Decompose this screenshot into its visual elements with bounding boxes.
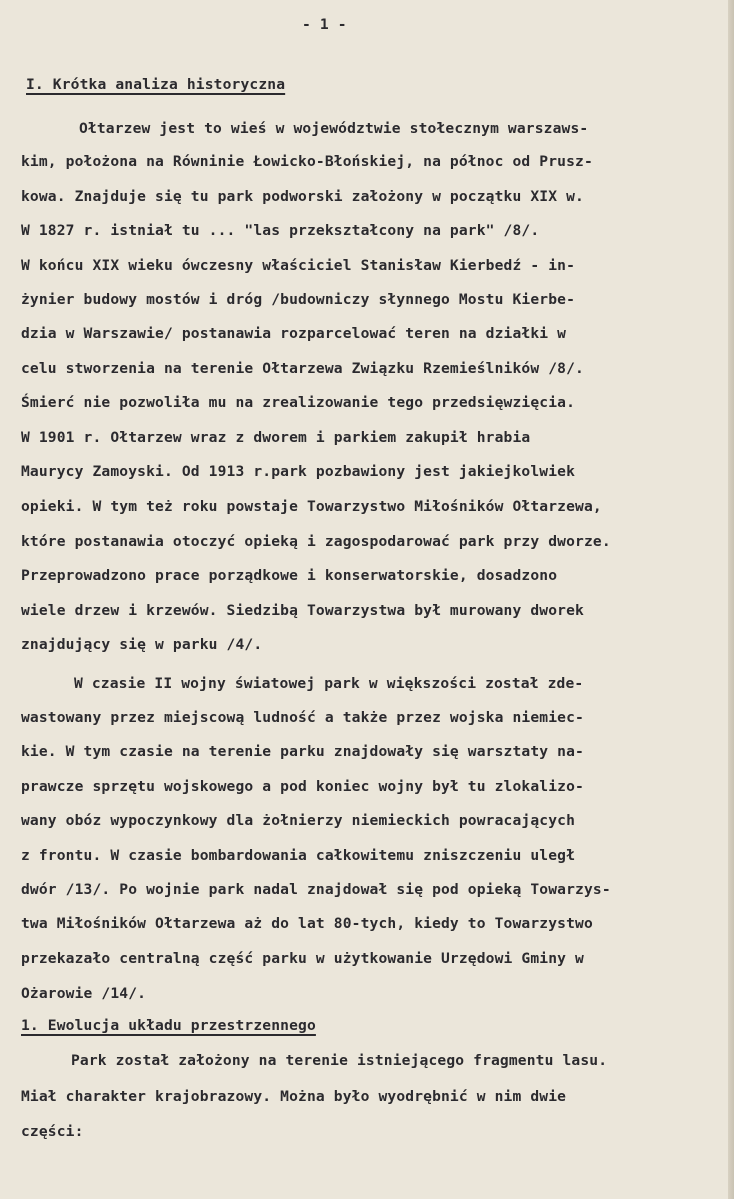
paragraph-2-line: wastowany przez miejscową ludność a także przez wojska niemiec- <box>21 709 584 726</box>
paragraph-1-line: kim, położona na Równinie Łowicko-Błońskiej, na północ od Prusz- <box>21 153 593 170</box>
paragraph-2-line: Ożarowie /14/. <box>21 985 147 1002</box>
paragraph-1-line: W 1901 r. Ołtarzew wraz z dworem i parkiem zakupił hrabia <box>21 429 531 446</box>
paragraph-1-line: Przeprowadzono prace porządkowe i konserwatorskie, dosadzono <box>21 567 558 584</box>
paragraph-1-line: celu stworzenia na terenie Ołtarzewa Związku Rzemieślników /8/. <box>21 360 584 377</box>
paragraph-1-line: dzia w Warszawie/ postanawia rozparcelować teren na działki w <box>21 325 567 342</box>
paragraph-1-line: wiele drzew i krzewów. Siedzibą Towarzystwa był murowany dworek <box>21 602 584 619</box>
paragraph-3-line: Miał charakter krajobrazowy. Można było wyodrębnić w nim dwie <box>21 1088 567 1105</box>
section-heading-spatial-evolution: 1. Ewolucja układu przestrzennego <box>21 1017 316 1034</box>
paragraph-2-line: prawcze sprzętu wojskowego a pod koniec wojny był tu zlokalizo- <box>21 778 584 795</box>
paragraph-3-line: Park został założony na terenie istniejącego fragmentu lasu. <box>71 1052 608 1069</box>
paragraph-1-line: znajdujący się w parku /4/. <box>21 636 263 653</box>
paragraph-2-line: wany obóz wypoczynkowy dla żołnierzy niemieckich powracających <box>21 812 576 829</box>
paragraph-1-line: W końcu XIX wieku ówczesny właściciel Stanisław Kierbedź - in- <box>21 257 576 274</box>
page-number: - 1 - <box>302 16 347 33</box>
paragraph-2-line: W czasie II wojny światowej park w większości został zde- <box>74 675 584 692</box>
paragraph-1-line: Śmierć nie pozwoliła mu na zrealizowanie tego przedsięwzięcia. <box>21 394 576 411</box>
paragraph-3-line: części: <box>21 1123 84 1140</box>
paragraph-2-line: kie. W tym czasie na terenie parku znajdowały się warsztaty na- <box>21 743 584 760</box>
page-edge <box>728 0 734 1199</box>
section-heading-historical-analysis: I. Krótka analiza historyczna <box>26 76 286 93</box>
paragraph-1-line: żynier budowy mostów i dróg /budowniczy słynnego Mostu Kierbe- <box>21 291 576 308</box>
paragraph-1-line: kowa. Znajduje się tu park podworski założony w początku XIX w. <box>21 188 584 205</box>
paragraph-1-line: Ołtarzew jest to wieś w województwie stołecznym warszaws- <box>79 120 589 137</box>
paragraph-2-line: dwór /13/. Po wojnie park nadal znajdował się pod opieką Towarzys- <box>21 881 611 898</box>
paragraph-1-line: które postanawia otoczyć opieką i zagospodarować park przy dworze. <box>21 533 611 550</box>
paragraph-1-line: opieki. W tym też roku powstaje Towarzystwo Miłośników Ołtarzewa, <box>21 498 602 515</box>
paragraph-2-line: przekazało centralną część parku w użytkowanie Urzędowi Gminy w <box>21 950 584 967</box>
paragraph-1-line: Maurycy Zamoyski. Od 1913 r.park pozbawiony jest jakiejkolwiek <box>21 463 576 480</box>
paragraph-1-line: W 1827 r. istniał tu ... "las przekształcony na park" /8/. <box>21 222 540 239</box>
paragraph-2-line: twa Miłośników Ołtarzewa aż do lat 80-tych, kiedy to Towarzystwo <box>21 915 593 932</box>
paragraph-2-line: z frontu. W czasie bombardowania całkowitemu zniszczeniu uległ <box>21 847 576 864</box>
